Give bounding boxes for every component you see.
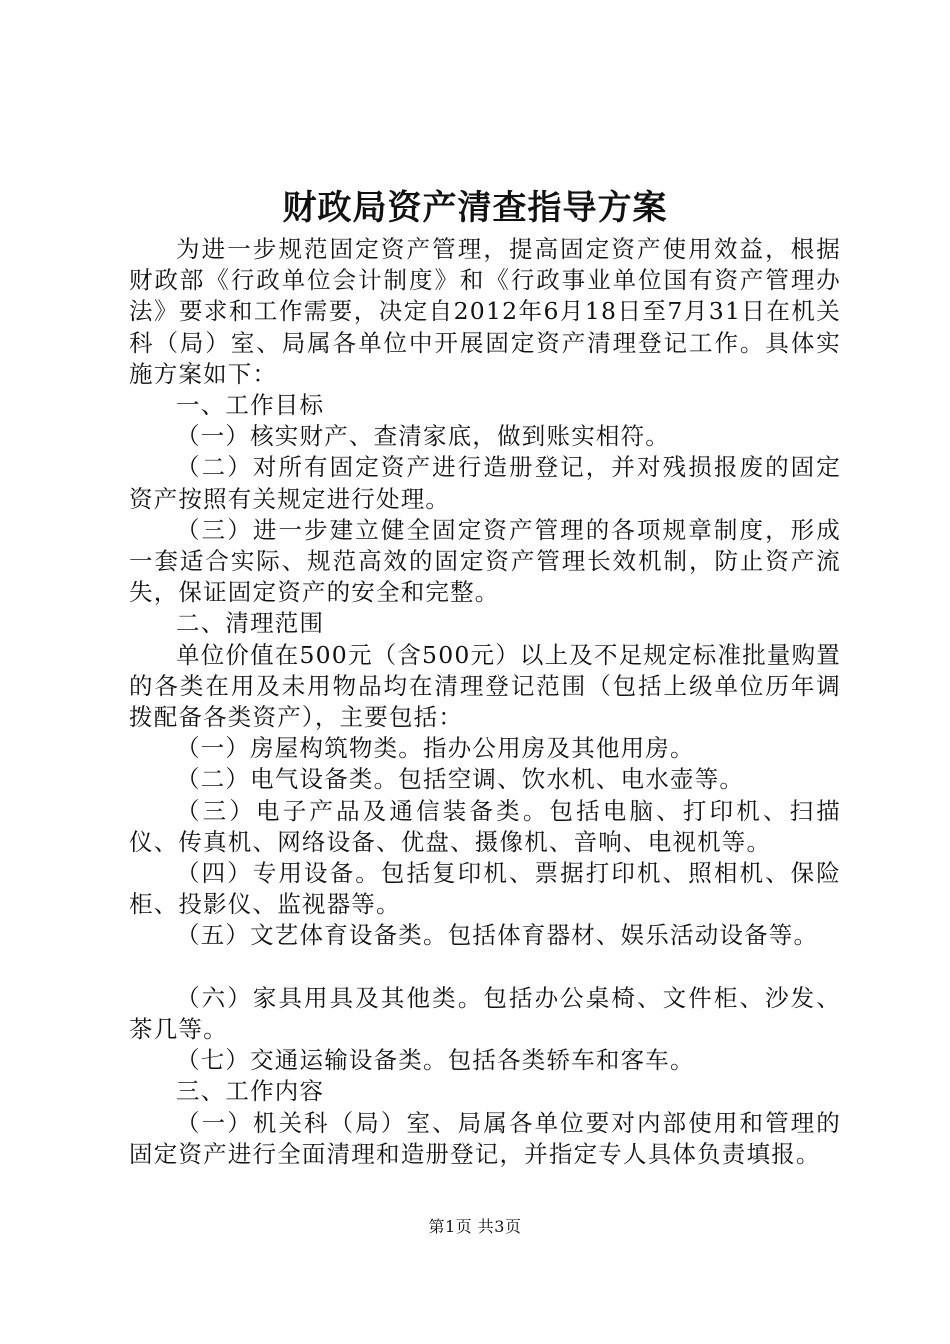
document-body <box>129 234 841 1170</box>
paragraph-scope-7: （七）交通运输设备类。包括各类轿车和客车。 <box>176 1046 695 1075</box>
paragraph-intro: 为进一步规范固定资产管理，提高固定资产使用效益，根据财政部《行政单位会计制度》和《行政事业单位国有资产管理办法》要求和工作需要，决定自2012年6月18日至7月31日在机关科（局）室、局属各单位中开展固定资产清理登记工作。具体实施方案如下： <box>129 235 841 388</box>
paragraph-goal-1: （一）核实财产、查清家底，做到账实相符。 <box>176 422 670 451</box>
paragraph-goal-2: （二）对所有固定资产进行造册登记，并对残损报废的固定资产按照有关规定进行处理。 <box>129 453 841 513</box>
page-footer: 第1页 共3页 <box>428 1217 522 1236</box>
section-heading-content: 三、工作内容 <box>176 1077 325 1106</box>
paragraph-scope-6: （六）家具用具及其他类。包括办公桌椅、文件柜、沙发、茶几等。 <box>129 983 841 1044</box>
paragraph-scope-1: （一）房屋构筑物类。指办公用房及其他用房。 <box>176 734 695 763</box>
paragraph-scope-intro: 单位价值在500元（含500元）以上及不足规定标准批量购置的各类在用及未用物品均在清理登记范围（包括上级单位历年调拨配备各类资产），主要包括： <box>129 640 842 732</box>
paragraph-scope-4: （四）专用设备。包括复印机、票据打印机、照相机、保险柜、投影仪、监视器等。 <box>129 859 841 919</box>
section-heading-scope: 二、清理范围 <box>176 609 325 638</box>
paragraph-scope-3: （三）电子产品及通信装备类。包括电脑、打印机、扫描仪、传真机、网络设备、优盘、摄像机、音响、电视机等。 <box>129 796 841 856</box>
document-title: 财政局资产清查指导方案 <box>282 188 668 228</box>
paragraph-content-1: （一）机关科（局）室、局属各单位要对内部使用和管理的固定资产进行全面清理和造册登记，并指定专人具体负责填报。 <box>129 1108 841 1168</box>
paragraph-goal-3: （三）进一步建立健全固定资产管理的各项规章制度，形成一套适合实际、规范高效的固定资产管理长效机制，防止资产流失，保证固定资产的安全和完整。 <box>129 515 841 607</box>
paragraph-scope-5: （五）文艺体育设备类。包括体育器材、娱乐活动设备等。 <box>176 921 819 950</box>
blank-line <box>129 952 841 983</box>
section-heading-goals: 一、工作目标 <box>176 391 325 420</box>
paragraph-scope-2: （二）电气设备类。包括空调、饮水机、电水壶等。 <box>176 765 745 794</box>
